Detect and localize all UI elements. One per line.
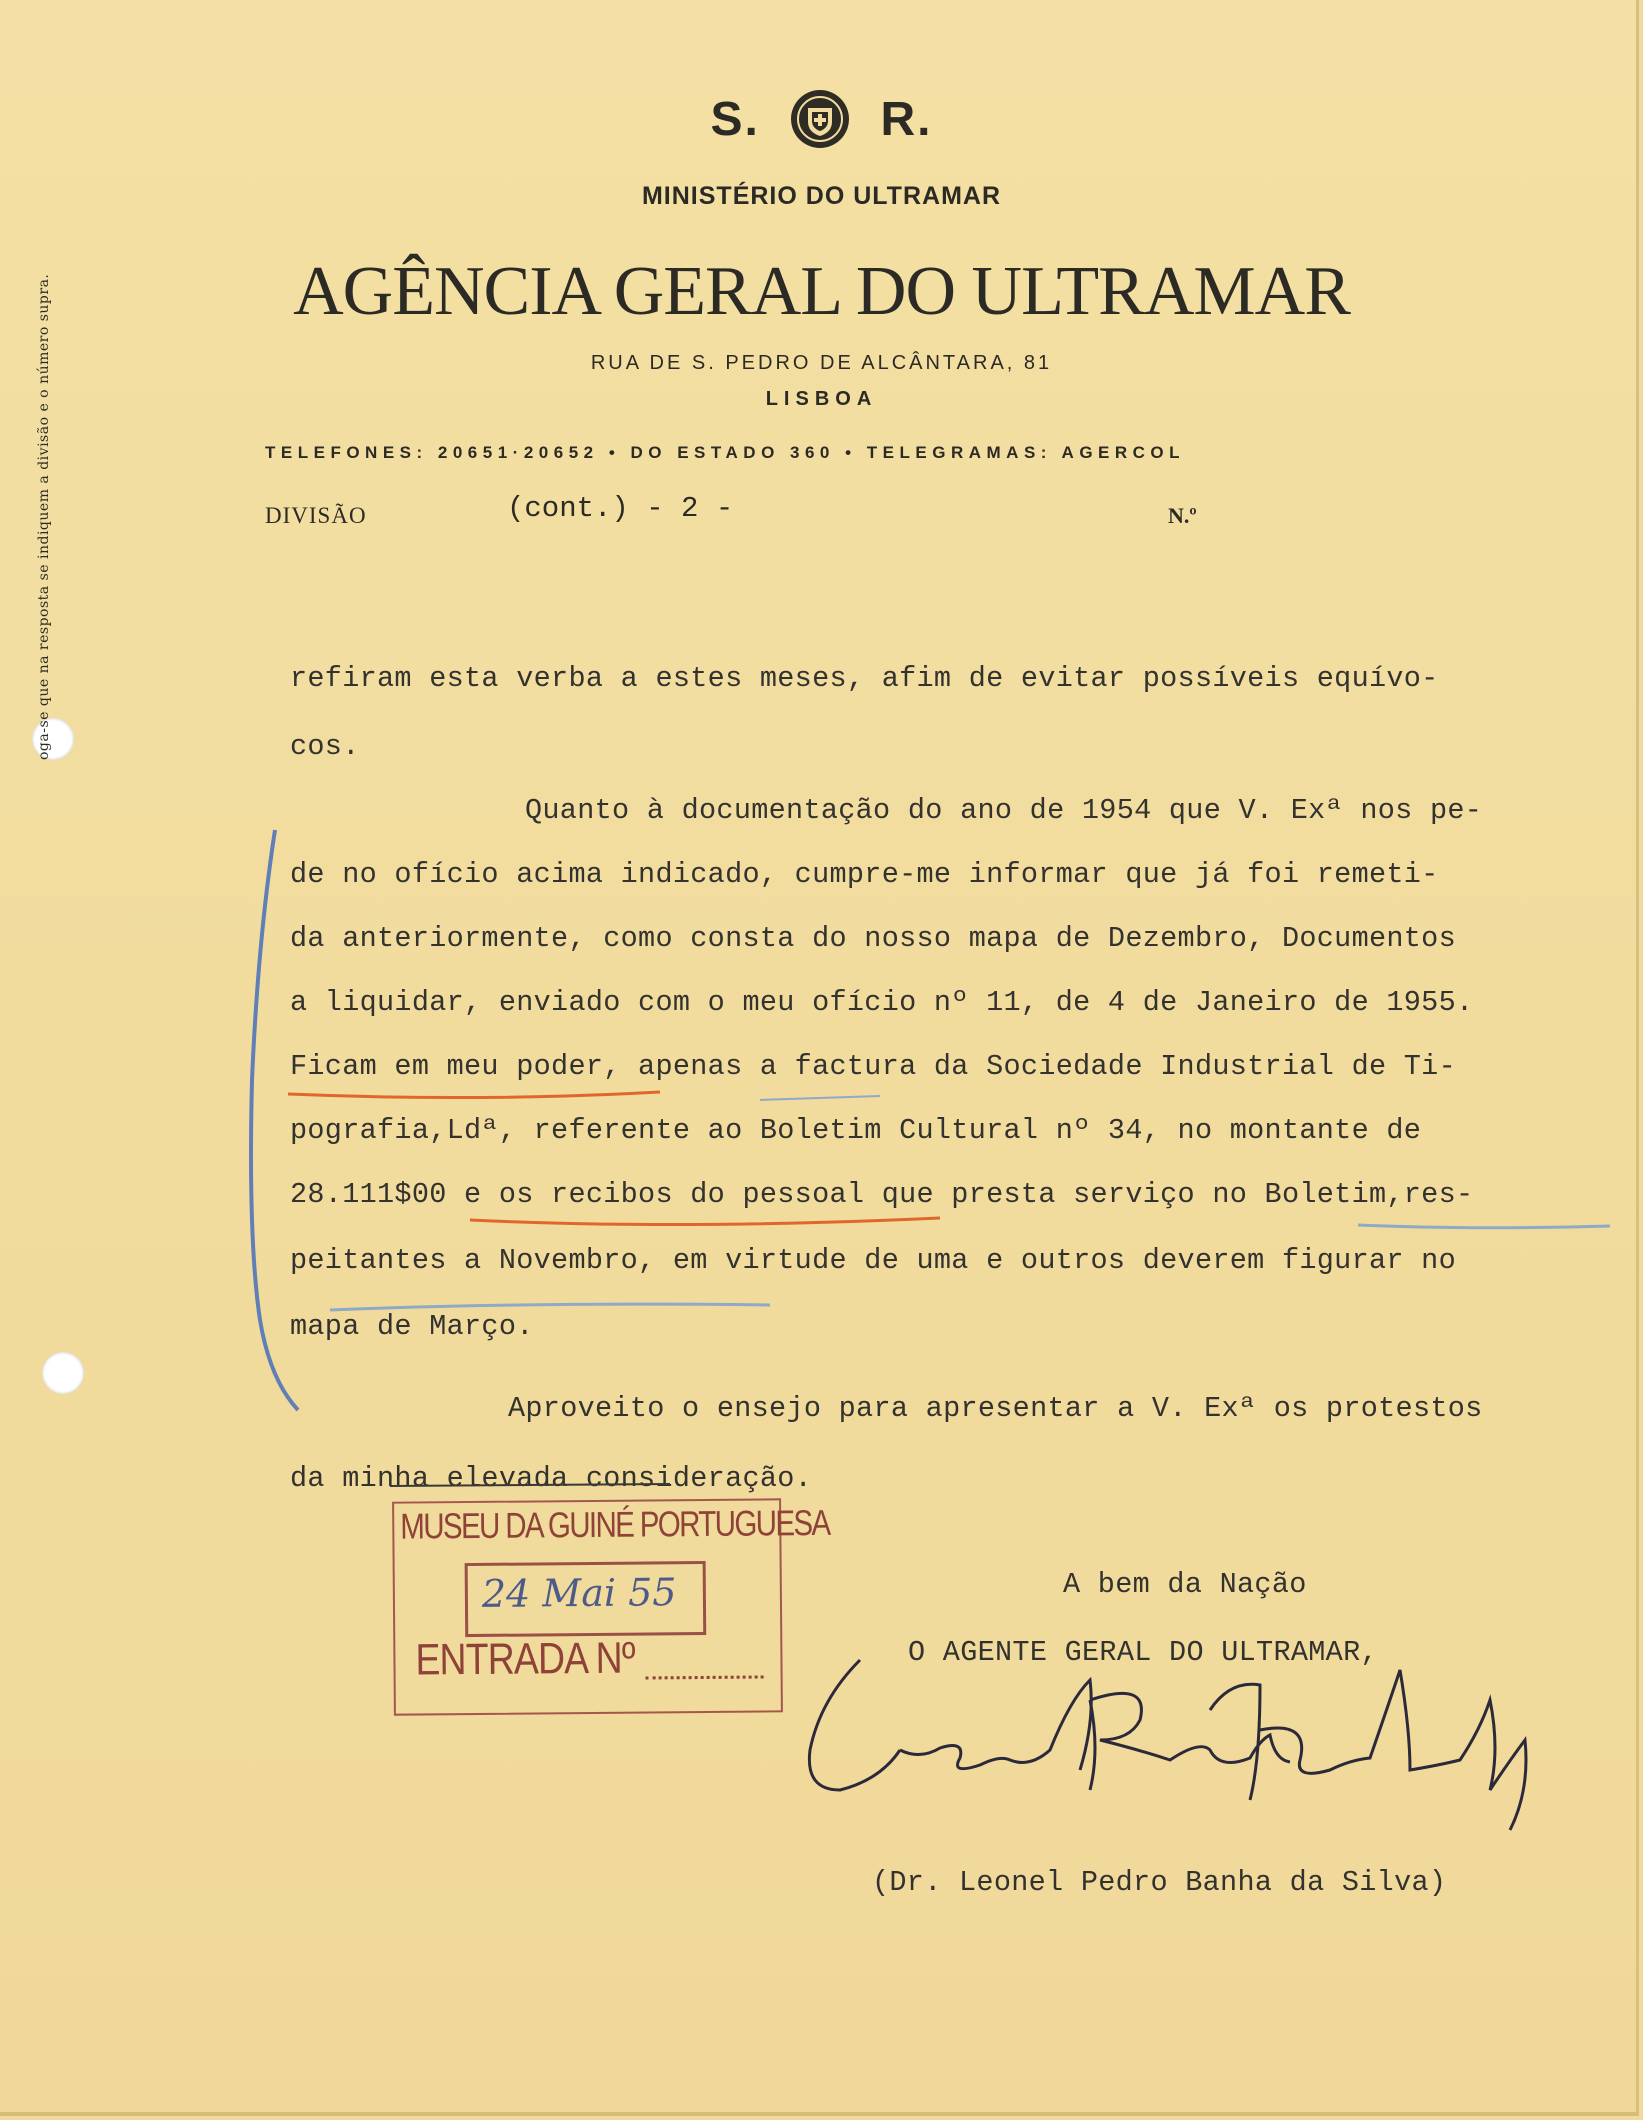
body-line: peitantes a Novembro, em virtude de uma e outros deverem figurar no [290, 1244, 1456, 1277]
agency-name: AGÊNCIA GERAL DO ULTRAMAR [293, 253, 1350, 330]
ministry-name: MINISTÉRIO DO ULTRAMAR [641, 182, 1001, 210]
signature-stroke [1210, 1670, 1526, 1830]
body-line: pografia,Ldª, referente ao Boletim Cultural nº 34, no montante de [290, 1114, 1422, 1147]
stamp-date-box [465, 1561, 707, 1637]
number-label: N.º [1168, 503, 1197, 528]
stamp-date: 24 Mai 55 [481, 1570, 677, 1616]
strike-line [390, 1484, 670, 1486]
body-line: 28.111$00 e os recibos do pessoal que presta serviço no Boletim,res- [290, 1178, 1474, 1211]
stamp-entry-dots [646, 1675, 764, 1679]
agency-city: LISBOA [765, 388, 878, 410]
punch-hole [42, 1352, 84, 1394]
body-line: Aproveito o ensejo para apresentar a V. Exª os protestos [508, 1392, 1483, 1425]
crest-row [0, 88, 1639, 150]
body-line: da anteriormente, como consta do nosso mapa de Dezembro, Documentos [290, 922, 1456, 955]
blue-underline [330, 1304, 770, 1310]
continuation-marker: (cont.) - 2 - [507, 492, 734, 525]
signature-stroke [809, 1660, 1091, 1790]
agency-address: RUA DE S. PEDRO DE ALCÂNTARA, 81 [590, 352, 1053, 374]
crest-left-text: S. [710, 92, 760, 146]
margin-bracket [240, 820, 320, 1420]
strike-through [380, 1470, 680, 1500]
body-line: Quanto à documentação do ano de 1954 que V. Exª nos pe- [525, 794, 1483, 827]
handwritten-signature [790, 1640, 1550, 1840]
closing-title: O AGENTE GERAL DO ULTRAMAR, [908, 1636, 1378, 1669]
crest-right-text: R. [880, 92, 933, 146]
blue-underline [760, 1096, 880, 1100]
closing-salutation: A bem da Nação [1063, 1568, 1307, 1601]
coat-of-arms-icon [789, 88, 851, 150]
divisao-label: DIVISÃO [265, 503, 367, 528]
stamp-entry-label: ENTRADA Nº [415, 1633, 635, 1685]
signatory-name: (Dr. Leonel Pedro Banha da Silva) [872, 1866, 1447, 1899]
orange-underline [288, 1092, 660, 1098]
agency-phones: TELEFONES: 20651·20652 • DO ESTADO 360 • TELEGRAMAS: AGERCOL [265, 443, 1186, 462]
body-line: a liquidar, enviado com o meu ofício nº 11, de 4 de Janeiro de 1955. [290, 986, 1474, 1019]
museum-stamp [392, 1498, 830, 1715]
body-line: cos. [290, 730, 360, 763]
blue-pencil-bracket [251, 830, 298, 1410]
body-line: Ficam em meu poder, apenas a factura da Sociedade Industrial de Ti- [290, 1050, 1456, 1083]
body-line: da minha elevada consideração. [290, 1462, 813, 1495]
body-line: de no ofício acima indicado, cumpre-me informar que já foi remeti- [290, 858, 1439, 891]
blue-underline [1358, 1225, 1610, 1228]
stamp-museum-name: MUSEU DA GUINÉ PORTUGUESA [400, 1501, 830, 1547]
orange-underline [470, 1218, 940, 1225]
pencil-underlines [280, 1080, 1620, 1320]
body-line: mapa de Março. [290, 1310, 534, 1343]
body-line: refiram esta verba a estes meses, afim de evitar possíveis equívo- [290, 662, 1439, 695]
side-note-text: oga-se que na resposta se indiquem a divisão e o número supra. [36, 273, 52, 760]
